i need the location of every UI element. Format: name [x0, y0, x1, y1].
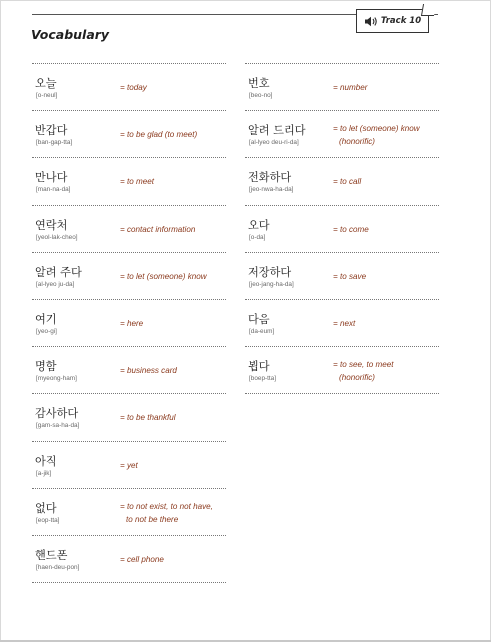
- column-end-rule: [245, 393, 439, 394]
- vocab-entry: [32, 205, 226, 252]
- english-meaning: [120, 364, 230, 377]
- meaning-line: = to be thankful: [120, 413, 176, 423]
- english-meaning: [120, 411, 230, 424]
- meaning-line: = to see, to meet: [333, 360, 394, 370]
- meaning-line: = to let (someone) know: [333, 124, 420, 134]
- english-meaning: [120, 223, 230, 236]
- english-meaning: [333, 358, 443, 384]
- korean-word: 뵙다: [248, 360, 270, 374]
- meaning-line: = to call: [333, 177, 362, 187]
- meaning-line: = to save: [333, 271, 367, 281]
- romanization: [a-jik]: [36, 469, 52, 477]
- english-meaning: [333, 223, 443, 236]
- section-title: Vocabulary: [31, 27, 110, 42]
- korean-word: 알려 드리다: [248, 124, 306, 138]
- korean-word: 반갑다: [35, 124, 68, 138]
- english-meaning: [120, 553, 230, 566]
- vocab-entry: [245, 63, 439, 110]
- track-label: Track 10: [380, 16, 422, 26]
- english-meaning: [120, 128, 230, 141]
- english-meaning: [333, 81, 443, 94]
- english-meaning: [120, 81, 230, 94]
- korean-word: 전화하다: [248, 171, 292, 185]
- column-end-rule: [32, 582, 226, 583]
- meaning-line: = cell phone: [120, 554, 164, 564]
- vocab-column-left: [32, 63, 226, 583]
- meaning-line: = contact information: [120, 224, 196, 234]
- korean-word: 핸드폰: [35, 548, 68, 562]
- romanization: [myeong-ham]: [36, 375, 77, 383]
- english-meaning: [333, 270, 443, 283]
- vocab-entry: [32, 110, 226, 157]
- romanization: [o-neul]: [36, 92, 58, 99]
- korean-word: 번호: [248, 77, 270, 90]
- vocab-entry: [32, 535, 226, 582]
- vocab-entry: [245, 346, 439, 393]
- english-meaning: [120, 270, 230, 283]
- audio-track-badge[interactable]: [356, 9, 429, 33]
- romanization: [yeol-lak-cheo]: [36, 233, 78, 241]
- meaning-line: = business card: [120, 366, 177, 376]
- english-meaning: [333, 317, 443, 330]
- vocab-entry: [32, 488, 226, 535]
- korean-word: 연락처: [35, 218, 68, 232]
- vocab-entry: [32, 157, 226, 204]
- korean-word: 없다: [35, 501, 57, 515]
- korean-word: 저장하다: [248, 265, 292, 279]
- korean-word: 아직: [35, 454, 57, 468]
- vocab-entry: [32, 441, 226, 488]
- vocab-entry: [32, 63, 226, 110]
- korean-word: 오다: [248, 218, 270, 232]
- romanization: [al-lyeo ju-da]: [36, 280, 75, 288]
- meaning-line: = here: [120, 318, 144, 328]
- romanization: [jeo-nwa-ha-da]: [249, 186, 294, 194]
- romanization: [o-da]: [249, 233, 266, 241]
- romanization: [boep-tta]: [249, 375, 277, 383]
- romanization: [eop-tta]: [36, 516, 60, 524]
- vocab-entry: [245, 205, 439, 252]
- vocab-entry: [32, 393, 226, 440]
- meaning-line: = to not exist, to not have,: [120, 501, 213, 511]
- romanization: [da-eum]: [249, 327, 275, 335]
- korean-word: 다음: [248, 312, 270, 326]
- english-meaning: [120, 175, 230, 188]
- speaker-icon: [364, 16, 378, 27]
- vocab-entry: [245, 299, 439, 346]
- korean-word: 감사하다: [35, 407, 79, 421]
- romanization: [yeo-gi]: [36, 327, 57, 335]
- english-meaning: [333, 175, 443, 188]
- meaning-line: = next: [333, 318, 356, 328]
- vocab-entry: [245, 110, 439, 157]
- korean-word: 만나다: [35, 171, 68, 185]
- meaning-line: = to be glad (to meet): [120, 130, 198, 140]
- english-meaning: [120, 317, 230, 330]
- meaning-line: = to come: [333, 224, 369, 234]
- english-meaning: [120, 500, 230, 526]
- korean-word: 여기: [35, 312, 57, 326]
- vocab-entry: [245, 157, 439, 204]
- vocab-entry: [32, 299, 226, 346]
- romanization: [man-na-da]: [36, 186, 71, 194]
- meaning-line: = to let (someone) know: [120, 271, 207, 281]
- romanization: [haen-deu-pon]: [36, 563, 80, 571]
- vocab-entry: [32, 346, 226, 393]
- vocab-column-right: [245, 63, 439, 394]
- meaning-line: = yet: [120, 460, 138, 470]
- romanization: [ban-gap-tta]: [36, 139, 73, 147]
- korean-word: 알려 주다: [35, 265, 82, 279]
- vocab-entry: [245, 252, 439, 299]
- romanization: [gam-sa-ha-da]: [36, 422, 80, 430]
- korean-word: 오늘: [35, 77, 57, 90]
- meaning-line-continued: (honorific): [339, 373, 375, 383]
- korean-word: 명함: [35, 360, 57, 374]
- vocab-entry: [32, 252, 226, 299]
- meaning-line-continued: (honorific): [339, 137, 375, 147]
- romanization: [beo-no]: [249, 92, 273, 99]
- meaning-line: = to meet: [120, 177, 154, 187]
- badge-fold: [421, 4, 436, 16]
- romanization: [jeo-jang-ha-da]: [249, 280, 294, 288]
- meaning-line-continued: to not be there: [126, 514, 179, 524]
- english-meaning: [333, 122, 443, 148]
- english-meaning: [120, 459, 230, 472]
- romanization: [al-lyeo deu-ri-da]: [249, 139, 299, 147]
- meaning-line: = number: [333, 83, 368, 92]
- meaning-line: = today: [120, 83, 147, 92]
